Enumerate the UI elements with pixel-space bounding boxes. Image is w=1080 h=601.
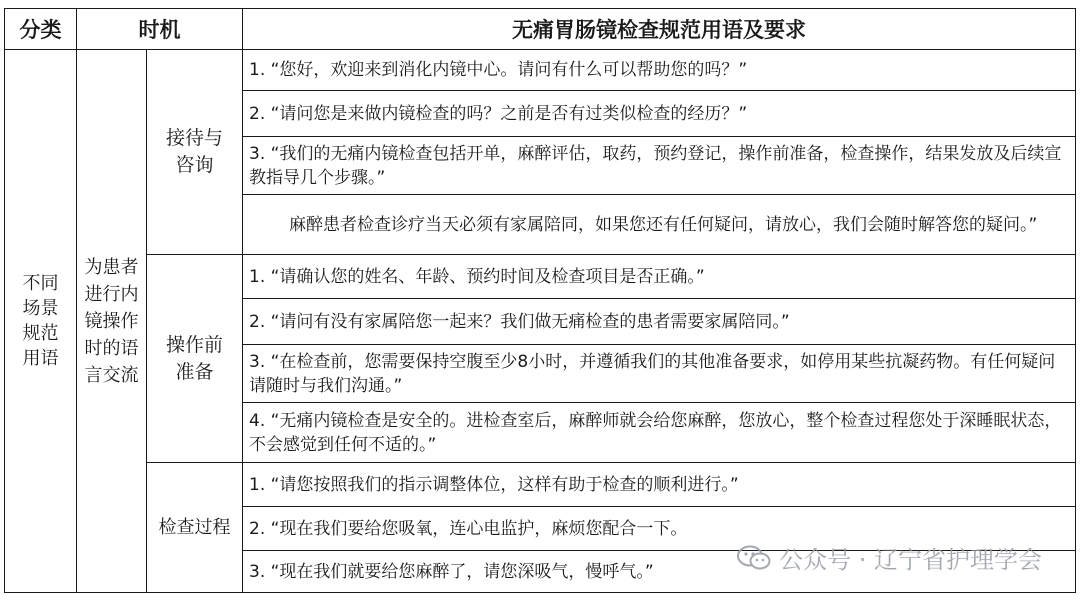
phrase-row: 1. “请确认您的姓名、年龄、预约时间及检查项目是否正确。”	[243, 255, 1076, 299]
phrase-row: 3. “在检查前，您需要保持空腹至少8小时，并遵循我们的其他准备要求，如停用某些抗凝药物。有任何疑问请随时与我们沟通。”	[243, 345, 1076, 403]
group-label-examination: 检查过程	[147, 463, 243, 593]
phrase-row: 3. “我们的无痛内镜检查包括开单，麻醉评估，取药，预约登记，操作前准备，检查操作，结果发放及后续宣教指导几个步骤。”	[243, 137, 1076, 195]
wechat-icon	[737, 545, 771, 571]
table-row	[5, 50, 1076, 91]
phrase-row: 麻醉患者检查诊疗当天必须有家属陪同，如果您还有任何疑问，请放心，我们会随时解答您的疑问。”	[243, 195, 1076, 255]
category-text: 不同场景规范用语	[22, 273, 59, 369]
phrase-row: 4. “无痛内镜检查是安全的。进检查室后，麻醉师就会给您麻醉，您放心，整个检查过程您处于深睡眠状态，不会感觉到任何不适的。”	[243, 403, 1076, 463]
phrase-row: 2. “现在我们要给您吸氧，连心电监护，麻烦您配合一下。	[243, 507, 1076, 551]
group-label-preparation: 操作前准备	[147, 255, 243, 463]
timing-cell	[77, 50, 147, 593]
table-row	[5, 255, 1076, 299]
timing-text: 为患者进行内镜操作时的语言交流	[84, 256, 139, 386]
header-phrases: 无痛胃肠镜检查规范用语及要求	[243, 9, 1076, 50]
phrase-row: 2. “请问有没有家属陪您一起来？我们做无痛检查的患者需要家属陪同。”	[243, 299, 1076, 345]
phrase-row: 3. “现在我们就要给您麻醉了，请您深吸气，慢呼气。”	[243, 551, 1076, 593]
header-timing: 时机	[77, 9, 243, 50]
category-cell	[5, 50, 77, 593]
standard-phrases-table	[4, 8, 1076, 593]
header-category: 分类	[5, 9, 77, 50]
header-row	[5, 9, 1076, 50]
phrase-row: 1. “请您按照我们的指示调整体位，这样有助于检查的顺利进行。”	[243, 463, 1076, 507]
table-row	[5, 463, 1076, 507]
phrase-row: 1. “您好，欢迎来到消化内镜中心。请问有什么可以帮助您的吗？”	[243, 50, 1076, 91]
watermark	[737, 540, 1042, 575]
watermark-text: 公众号 · 辽宁省护理学会	[779, 546, 1042, 574]
group-label-reception: 接待与咨询	[147, 50, 243, 255]
phrase-row: 2. “请问您是来做内镜检查的吗？之前是否有过类似检查的经历？”	[243, 91, 1076, 137]
